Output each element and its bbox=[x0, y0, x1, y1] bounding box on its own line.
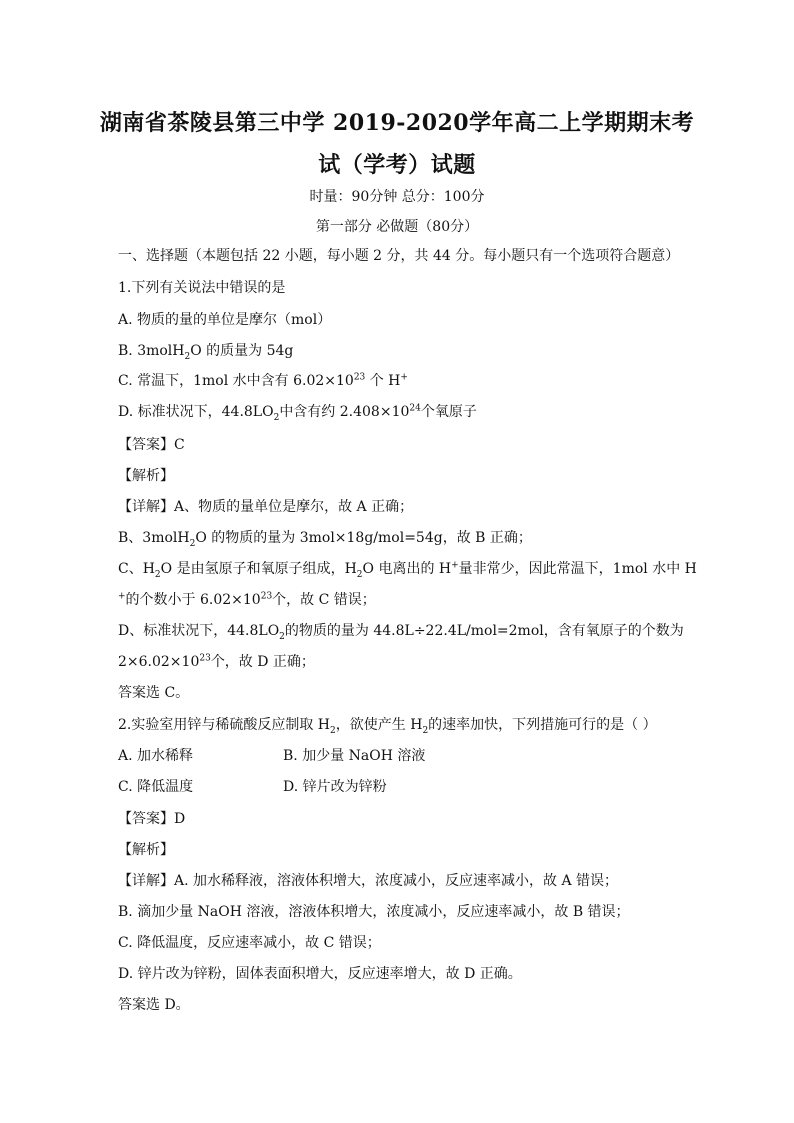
q2-option-a: A. 加水稀释 bbox=[118, 748, 194, 764]
q1-option-c: C. 常温下，1mol 水中含有 $6.02\times 10^{23}$ 个 H+ bbox=[118, 372, 408, 389]
q1-explain-4-cont: $2\times 6.02\times 10^{23}$个，故 D 正确； bbox=[118, 653, 315, 670]
q2-explain-2: B. 滴加少量 NaOH 溶液，溶液体积增大，浓度减小，反应速率减小，故 B 错误； bbox=[118, 904, 630, 920]
q1-explain-4: D、标准状况下，$44.8LO_2$的物质的量为 44.8L÷22.4L/mol=2mol，含有氧原子的个数为 bbox=[118, 623, 684, 642]
title-line-1: 湖南省茶陵县第三中学 2019-2020学年高二上学期期末考 bbox=[99, 110, 695, 136]
q1-explain-1: 【详解】A、物质的量单位是摩尔，故 A 正确； bbox=[118, 499, 414, 515]
part-heading: 第一部分 必做题（80分） bbox=[315, 219, 479, 235]
q1-option-b: B. 3molH$_2$O 的质量为 54g bbox=[118, 343, 294, 362]
q1-option-d: D. 标准状况下，$44.8LO_2$中含有约 $2.408\times 10^{24}$个氧原子 bbox=[118, 403, 477, 423]
q2-explain-1: 【详解】A. 加水稀释液，溶液体积增大，浓度减小，反应速率减小，故 A 错误； bbox=[118, 873, 619, 889]
q1-analysis: 【解析】 bbox=[118, 468, 174, 484]
q2-analysis: 【解析】 bbox=[118, 842, 174, 858]
q2-explain-3: C. 降低温度，反应速率减小，故 C 错误； bbox=[118, 935, 381, 951]
q2-option-d: D. 锌片改为锌粉 bbox=[283, 779, 387, 795]
q1-explain-3: C、$H_2O$ 是由氢原子和氧原子组成，$H_2O$ 电离出的 H+量非常少，因此常温下，1mol 水中 H bbox=[118, 560, 697, 580]
q1-stem: 1.下列有关说法中错误的是 bbox=[118, 280, 286, 296]
q2-conclusion: 答案选 D。 bbox=[118, 997, 190, 1013]
q1-answer: 【答案】C bbox=[118, 437, 185, 453]
q2-explain-4: D. 锌片改为锌粉，固体表面积增大，反应速率增大，故 D 正确。 bbox=[118, 966, 522, 982]
q2-option-b: B. 加少量 NaOH 溶液 bbox=[283, 748, 426, 764]
section-heading: 一、选择题（本题包括 22 小题，每小题 2 分，共 44 分。每小题只有一个选项符合题意） bbox=[118, 248, 680, 264]
q1-option-a: A. 物质的量的单位是摩尔（mol） bbox=[118, 312, 332, 328]
q1-explain-3-cont: +的个数小于 $6.02\times 10^{23}$个，故 C 错误； bbox=[118, 591, 376, 608]
time-score: 时量：90分钟 总分：100分 bbox=[309, 189, 485, 205]
q2-option-c: C. 降低温度 bbox=[118, 779, 194, 795]
title-line-2: 试（学考）试题 bbox=[318, 152, 476, 178]
q2-answer: 【答案】D bbox=[118, 811, 186, 827]
q1-conclusion: 答案选 C。 bbox=[118, 685, 190, 701]
q1-explain-2: B、3molH$_2$O 的物质的量为 3mol×18g/mol=54g，故 B 正确； bbox=[118, 530, 532, 549]
q2-stem: 2.实验室用锌与稀硫酸反应制取 $H_2$，欲使产生 $H_2$的速率加快，下列措施可行的是（ ） bbox=[118, 717, 657, 736]
